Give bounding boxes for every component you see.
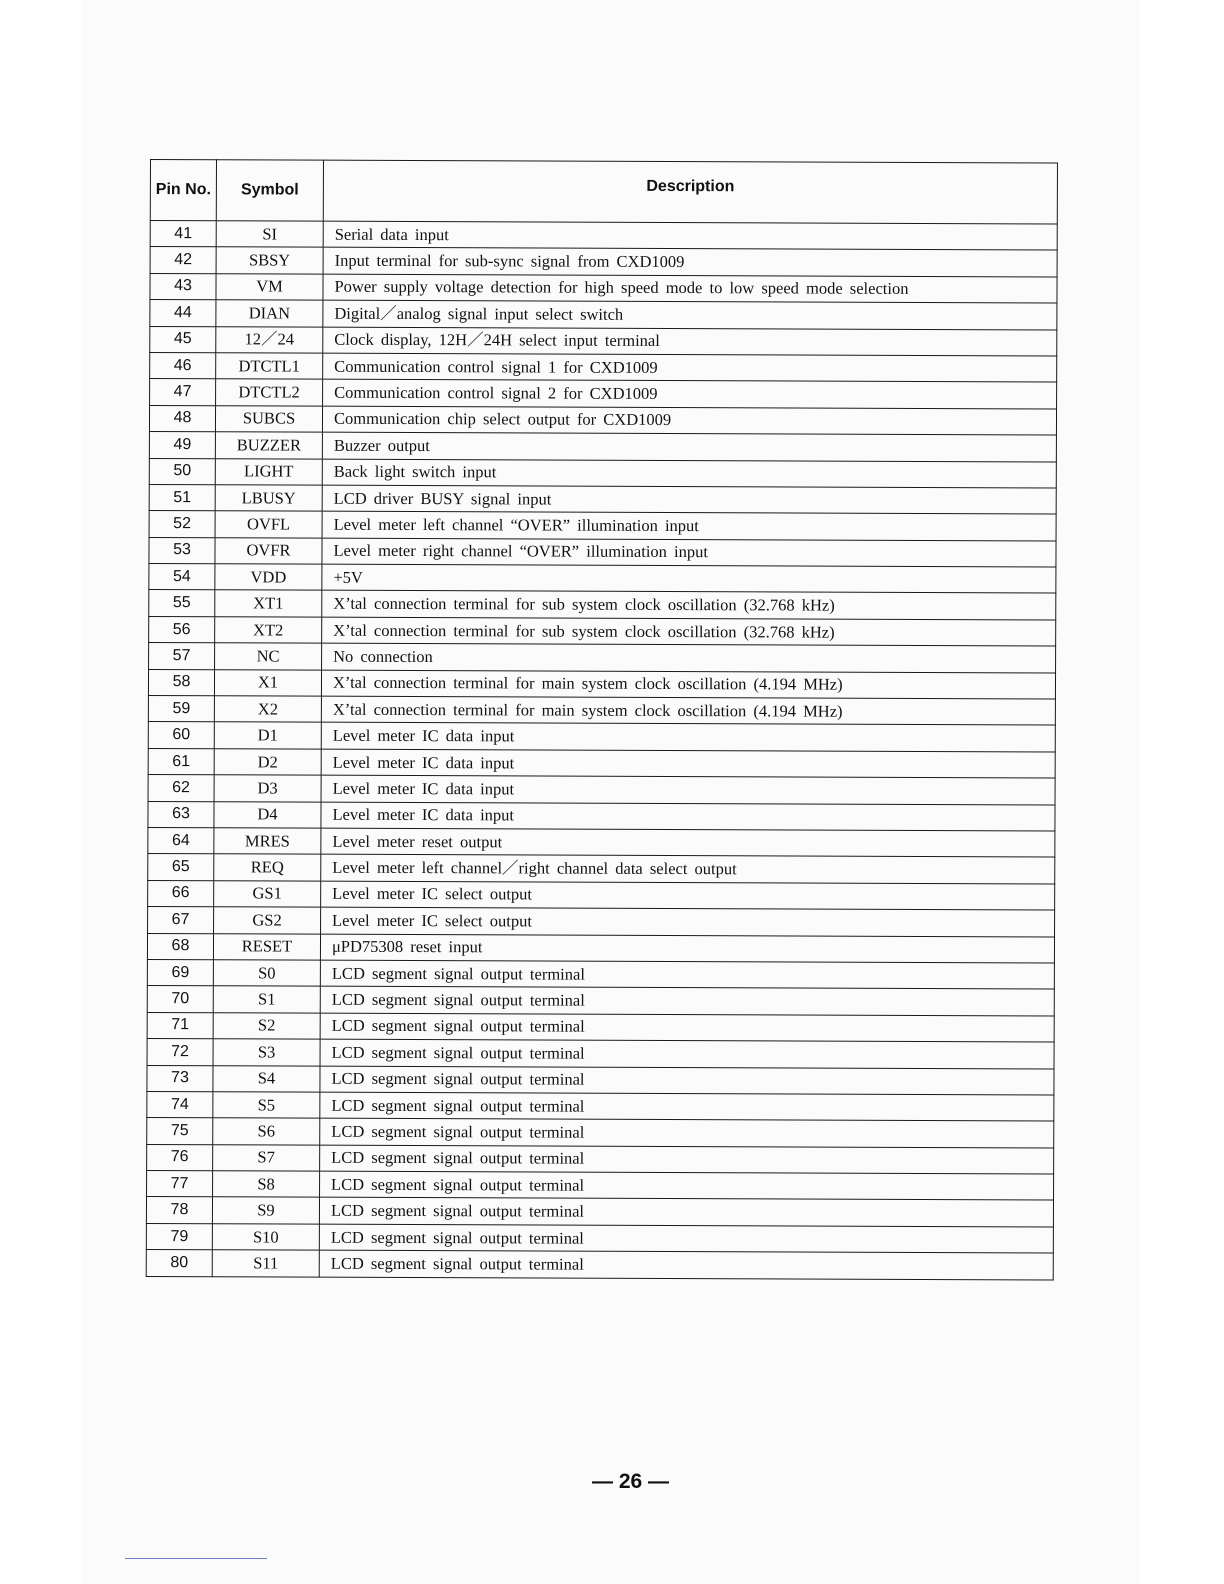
pin-number-cell: 47	[150, 379, 216, 406]
description-cell: μPD75308 reset input	[320, 934, 1054, 963]
description-cell: Level meter left channel “OVER” illumination input	[322, 511, 1056, 540]
symbol-cell: S8	[213, 1171, 320, 1198]
description-cell: X’tal connection terminal for main system clock oscillation (4.194 MHz)	[321, 696, 1055, 725]
description-cell: Communication chip select output for CXD1009	[322, 406, 1056, 435]
description-cell: X’tal connection terminal for main system clock oscillation (4.194 MHz)	[321, 670, 1055, 699]
pin-number-cell: 63	[148, 801, 214, 828]
table-row	[148, 907, 1055, 937]
symbol-cell: D4	[214, 801, 321, 828]
symbol-cell: S6	[213, 1118, 320, 1145]
symbol-cell: D1	[214, 722, 321, 749]
pin-number-cell: 54	[149, 564, 215, 591]
pin-number-cell: 61	[148, 748, 214, 775]
description-cell: Level meter right channel “OVER” illumination input	[322, 538, 1056, 567]
symbol-cell: DTCTL2	[216, 379, 323, 406]
table-row	[147, 1118, 1054, 1148]
symbol-cell: DIAN	[216, 300, 323, 327]
symbol-cell: REQ	[214, 854, 321, 881]
description-cell: LCD segment signal output terminal	[320, 960, 1054, 989]
table-row	[150, 326, 1057, 356]
description-cell: LCD segment signal output terminal	[320, 1066, 1054, 1095]
pin-number-cell: 67	[148, 907, 214, 934]
symbol-cell: S11	[212, 1250, 319, 1277]
symbol-cell: VM	[216, 274, 323, 301]
pin-number-cell: 65	[148, 854, 214, 881]
description-cell: Level meter IC data input	[321, 802, 1055, 831]
table-row	[149, 590, 1056, 620]
table-row	[147, 933, 1054, 963]
pin-number-cell: 77	[147, 1171, 213, 1198]
pin-number-cell: 76	[147, 1144, 213, 1171]
header-description: Description	[323, 160, 1057, 224]
symbol-cell: OVFR	[215, 537, 322, 564]
description-cell: Level meter IC data input	[321, 775, 1055, 804]
description-cell: LCD segment signal output terminal	[320, 1171, 1054, 1200]
pin-number-cell: 75	[147, 1118, 213, 1145]
symbol-cell: SBSY	[216, 247, 323, 274]
symbol-cell: XT1	[215, 590, 322, 617]
table-row	[150, 273, 1057, 303]
pin-number-cell: 52	[149, 511, 215, 538]
table-row	[146, 1197, 1053, 1227]
description-cell: LCD segment signal output terminal	[320, 986, 1054, 1015]
pin-number-cell: 70	[147, 986, 213, 1013]
pin-number-cell: 62	[148, 775, 214, 802]
symbol-cell: S5	[213, 1092, 320, 1119]
symbol-cell: GS1	[214, 881, 321, 908]
symbol-cell: X1	[214, 669, 321, 696]
table-row	[149, 458, 1056, 488]
table-row	[148, 775, 1055, 805]
table-row	[149, 564, 1056, 594]
table-row	[148, 801, 1055, 831]
symbol-cell: SUBCS	[215, 405, 322, 432]
table-row	[150, 247, 1057, 277]
table-row	[149, 405, 1056, 435]
table-row	[146, 1250, 1053, 1280]
pin-number-cell: 43	[150, 273, 216, 300]
description-cell: +5V	[322, 564, 1056, 593]
description-cell: Input terminal for sub-sync signal from CXD1009	[323, 248, 1057, 277]
pin-number-cell: 56	[149, 616, 215, 643]
pin-number-cell: 51	[149, 484, 215, 511]
table-row	[147, 986, 1054, 1016]
description-cell: Buzzer output	[322, 432, 1056, 461]
description-cell: Back light switch input	[322, 459, 1056, 488]
table-row	[148, 854, 1055, 884]
table-row	[149, 432, 1056, 462]
table-row	[147, 1171, 1054, 1201]
header-pin-no: Pin No.	[150, 160, 216, 221]
description-cell: X’tal connection terminal for sub system clock oscillation (32.768 kHz)	[322, 617, 1056, 646]
description-cell: Serial data input	[323, 221, 1057, 250]
pin-number-cell: 66	[148, 880, 214, 907]
table-row	[148, 696, 1055, 726]
description-cell: LCD segment signal output terminal	[320, 1013, 1054, 1042]
pin-number-cell: 41	[150, 221, 216, 248]
pin-number-cell: 49	[149, 432, 215, 459]
table-row	[148, 748, 1055, 778]
symbol-cell: 12／24	[216, 326, 323, 353]
table-row	[147, 1065, 1054, 1095]
table-row	[149, 537, 1056, 567]
pin-number-cell: 42	[150, 247, 216, 274]
description-cell: Level meter reset output	[321, 828, 1055, 857]
pin-number-cell: 46	[150, 352, 216, 379]
symbol-cell: GS2	[214, 907, 321, 934]
description-cell: Level meter left channel／right channel data select output	[321, 855, 1055, 884]
table-row	[148, 880, 1055, 910]
description-cell: LCD segment signal output terminal	[319, 1198, 1053, 1227]
table-row	[146, 1223, 1053, 1253]
table-row	[150, 221, 1057, 251]
description-cell: Level meter IC data input	[321, 749, 1055, 778]
table-row	[147, 1012, 1054, 1042]
description-cell: Digital／analog signal input select switch	[323, 300, 1057, 329]
table-row	[149, 616, 1056, 646]
pin-number-cell: 74	[147, 1091, 213, 1118]
table-row	[147, 1091, 1054, 1121]
pin-number-cell: 45	[150, 326, 216, 353]
symbol-cell: RESET	[213, 933, 320, 960]
description-cell: X’tal connection terminal for sub system clock oscillation (32.768 kHz)	[322, 591, 1056, 620]
pin-number-cell: 80	[146, 1250, 212, 1277]
symbol-cell: S4	[213, 1065, 320, 1092]
pin-number-cell: 55	[149, 590, 215, 617]
symbol-cell: MRES	[214, 828, 321, 855]
page-number: — 26 —	[592, 1470, 670, 1493]
symbol-cell: S7	[213, 1144, 320, 1171]
pin-number-cell: 78	[146, 1197, 212, 1224]
description-cell: Level meter IC select output	[321, 881, 1055, 910]
description-cell: LCD segment signal output terminal	[320, 1118, 1054, 1147]
symbol-cell: LBUSY	[215, 485, 322, 512]
pin-description-table	[146, 159, 1058, 1280]
description-cell: Clock display, 12H／24H select input terminal	[323, 327, 1057, 356]
description-cell: Power supply voltage detection for high speed mode to low speed mode selection	[323, 274, 1057, 303]
description-cell: LCD segment signal output terminal	[320, 1145, 1054, 1174]
pin-number-cell: 72	[147, 1039, 213, 1066]
table-row	[150, 379, 1057, 409]
table-row	[149, 643, 1056, 673]
pin-number-cell: 69	[147, 959, 213, 986]
symbol-cell: XT2	[215, 617, 322, 644]
pin-number-cell: 60	[148, 722, 214, 749]
header-symbol: Symbol	[216, 160, 323, 221]
pin-number-cell: 57	[149, 643, 215, 670]
symbol-cell: LIGHT	[215, 458, 322, 485]
symbol-cell: S3	[213, 1039, 320, 1066]
description-cell: Communication control signal 2 for CXD1009	[323, 380, 1057, 409]
description-cell: LCD segment signal output terminal	[320, 1039, 1054, 1068]
description-cell: LCD segment signal output terminal	[319, 1250, 1053, 1279]
description-cell: Level meter IC select output	[321, 907, 1055, 936]
table-row	[149, 484, 1056, 514]
description-cell: LCD segment signal output terminal	[319, 1224, 1053, 1253]
table-row	[148, 722, 1055, 752]
symbol-cell: S9	[212, 1197, 319, 1224]
divider-line	[125, 1558, 267, 1559]
pin-number-cell: 59	[148, 696, 214, 723]
table-row	[148, 669, 1055, 699]
pin-number-cell: 79	[146, 1223, 212, 1250]
table-body	[146, 221, 1057, 1280]
description-cell: LCD segment signal output terminal	[320, 1092, 1054, 1121]
symbol-cell: D2	[214, 749, 321, 776]
description-cell: Level meter IC data input	[321, 723, 1055, 752]
pin-number-cell: 53	[149, 537, 215, 564]
table-row	[147, 959, 1054, 989]
table-row	[150, 300, 1057, 330]
table-row	[148, 827, 1055, 857]
symbol-cell: NC	[215, 643, 322, 670]
symbol-cell: VDD	[215, 564, 322, 591]
table-header	[150, 160, 1057, 224]
header-row	[150, 160, 1057, 224]
symbol-cell: OVFL	[215, 511, 322, 538]
pin-number-cell: 68	[147, 933, 213, 960]
symbol-cell: D3	[214, 775, 321, 802]
pin-number-cell: 44	[150, 300, 216, 327]
table-row	[147, 1144, 1054, 1174]
pin-number-cell: 64	[148, 827, 214, 854]
pin-number-cell: 50	[149, 458, 215, 485]
description-cell: Communication control signal 1 for CXD1009	[323, 353, 1057, 382]
symbol-cell: BUZZER	[215, 432, 322, 459]
table-row	[147, 1039, 1054, 1069]
pin-number-cell: 71	[147, 1012, 213, 1039]
description-cell: LCD driver BUSY signal input	[322, 485, 1056, 514]
symbol-cell: S0	[213, 960, 320, 987]
pin-number-cell: 48	[149, 405, 215, 432]
pin-number-cell: 58	[148, 669, 214, 696]
symbol-cell: S10	[212, 1224, 319, 1251]
symbol-cell: S2	[213, 1012, 320, 1039]
pin-number-cell: 73	[147, 1065, 213, 1092]
table-row	[149, 511, 1056, 541]
symbol-cell: DTCTL1	[216, 353, 323, 380]
table-row	[150, 352, 1057, 382]
symbol-cell: SI	[216, 221, 323, 248]
symbol-cell: X2	[214, 696, 321, 723]
description-cell: No connection	[322, 643, 1056, 672]
symbol-cell: S1	[213, 986, 320, 1013]
